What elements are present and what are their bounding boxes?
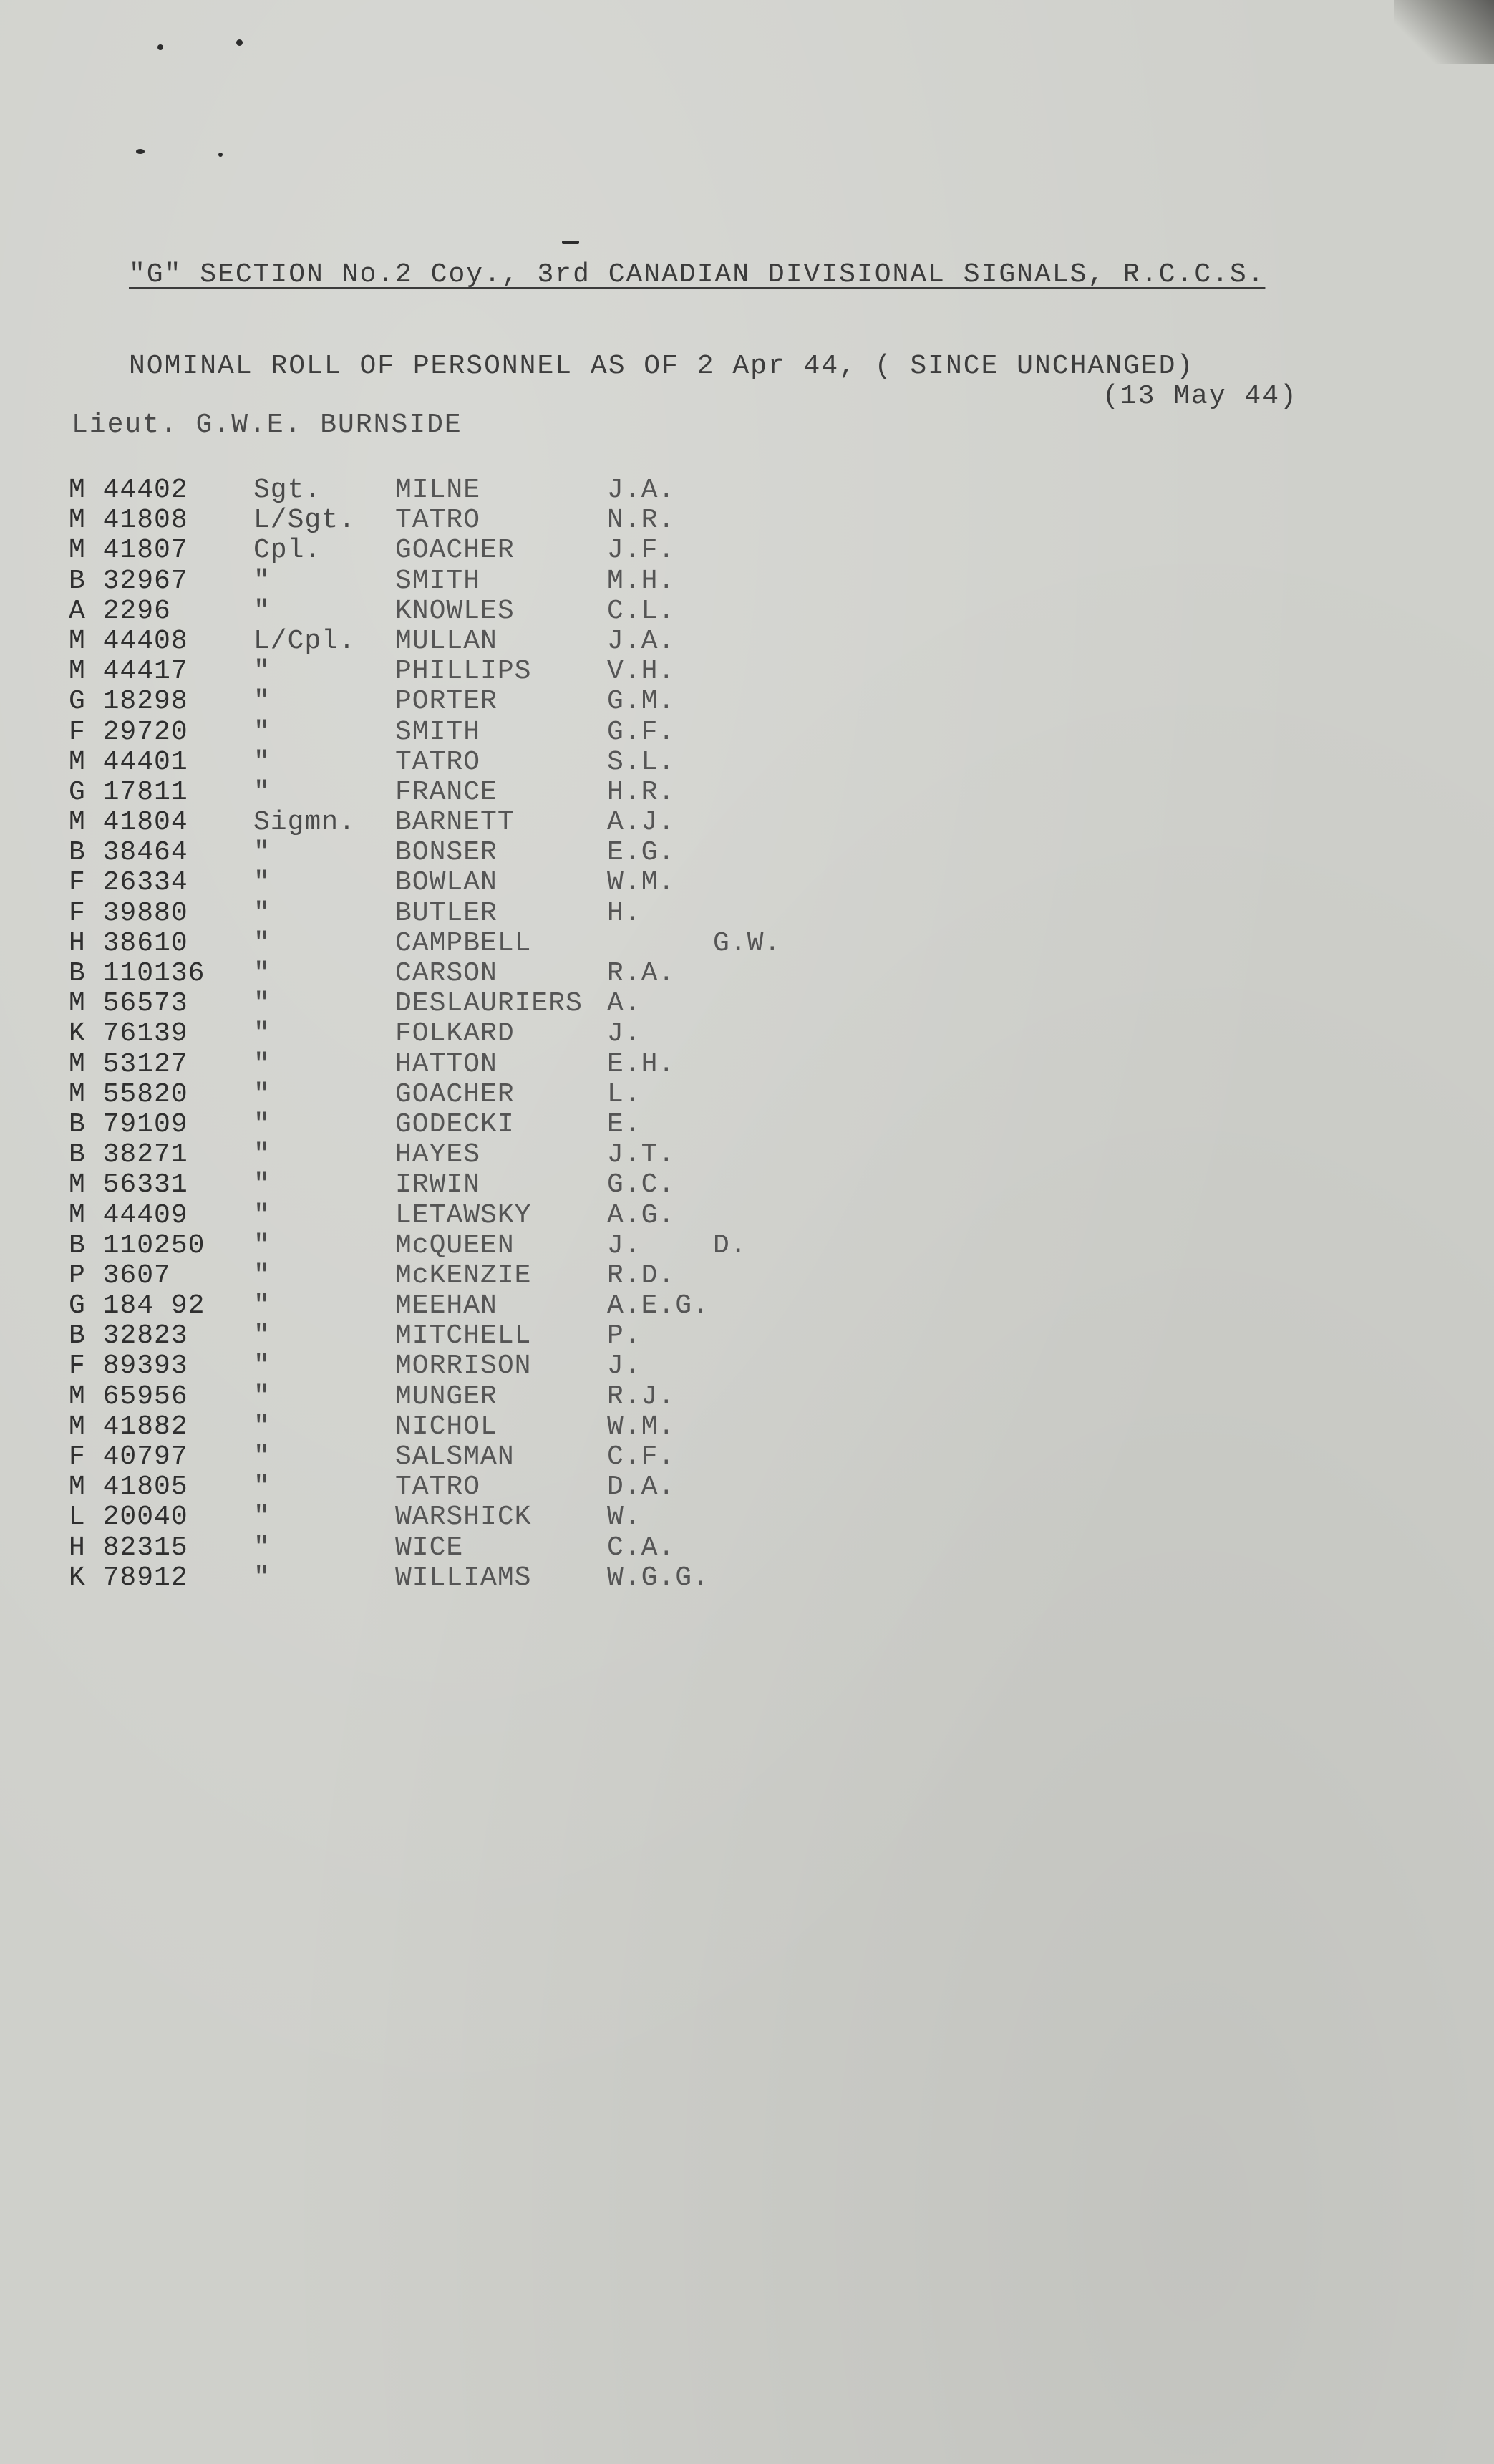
surname: GOACHER (395, 1078, 515, 1110)
service-number: M 55820 (69, 1078, 188, 1110)
personnel-roster (69, 475, 856, 1593)
rank: " (253, 686, 271, 718)
rank: " (253, 776, 271, 808)
rank: Sgt. (253, 475, 322, 506)
roster-row (69, 656, 856, 686)
roster-row (69, 1562, 856, 1593)
rank: " (253, 1018, 271, 1050)
rank: " (253, 1411, 271, 1442)
rank: " (253, 1351, 271, 1382)
surname: GODECKI (395, 1108, 515, 1140)
surname: TATRO (395, 746, 481, 778)
service-number: B 38464 (69, 837, 188, 869)
roster-row (69, 898, 856, 928)
surname: WILLIAMS (395, 1562, 532, 1593)
surname: WARSHICK (395, 1502, 532, 1533)
initials: E.G. (607, 837, 676, 869)
rank: " (253, 1199, 271, 1231)
rank: " (253, 1472, 271, 1503)
roster-row (69, 626, 856, 656)
rank: " (253, 1441, 271, 1472)
service-number: B 38271 (69, 1139, 188, 1171)
rank: " (253, 1320, 271, 1352)
service-number: H 38610 (69, 927, 188, 959)
officer-line: Lieut. G.W.E. BURNSIDE (72, 410, 462, 440)
surname: SALSMAN (395, 1441, 515, 1472)
service-number: B 79109 (69, 1108, 188, 1140)
surname: HATTON (395, 1048, 498, 1080)
rank: " (253, 1502, 271, 1533)
service-number: G 17811 (69, 776, 188, 808)
rank: Cpl. (253, 535, 322, 566)
service-number: M 44417 (69, 656, 188, 687)
initials: S.L. (607, 746, 676, 778)
nominal-roll-title: NOMINAL ROLL OF PERSONNEL AS OF 2 Apr 44, ( SINCE UNCHANGED) (129, 351, 1195, 382)
roster-row (69, 1079, 856, 1109)
surname: GOACHER (395, 535, 515, 566)
ink-speck (236, 39, 243, 46)
initials: A.E.G. (607, 1290, 709, 1322)
surname: BOWLAN (395, 867, 498, 899)
initials: W. (607, 1502, 641, 1533)
initials: M.H. (607, 565, 676, 596)
initials: E.H. (607, 1048, 676, 1080)
surname: TATRO (395, 505, 481, 536)
initials: R.D. (607, 1260, 676, 1291)
surname: FOLKARD (395, 1018, 515, 1050)
roster-row (69, 1139, 856, 1169)
surname: SMITH (395, 565, 481, 596)
rank: " (253, 1078, 271, 1110)
extra-initials: D. (713, 1229, 747, 1261)
rank: " (253, 746, 271, 778)
roster-row (69, 505, 856, 535)
initials: D.A. (607, 1472, 676, 1503)
initials: G.C. (607, 1169, 676, 1201)
surname: CAMPBELL (395, 927, 532, 959)
rank: " (253, 1381, 271, 1412)
service-number: K 76139 (69, 1018, 188, 1050)
rank: " (253, 897, 271, 929)
rank: " (253, 1139, 271, 1171)
surname: PORTER (395, 686, 498, 718)
surname: McKENZIE (395, 1260, 532, 1291)
roster-row (69, 1320, 856, 1351)
initials: R.A. (607, 958, 676, 989)
folded-corner (1394, 0, 1494, 64)
roster-row (69, 1169, 856, 1199)
roster-row (69, 1381, 856, 1411)
initials: J.T. (607, 1139, 676, 1171)
initials: J. (607, 1018, 641, 1050)
roster-row (69, 928, 856, 958)
rank: " (253, 958, 271, 989)
roster-row (69, 475, 856, 505)
surname: BONSER (395, 837, 498, 869)
rank: " (253, 595, 271, 627)
service-number: M 41808 (69, 505, 188, 536)
roster-row (69, 1532, 856, 1562)
roster-row (69, 596, 856, 626)
surname: McQUEEN (395, 1229, 515, 1261)
rank: " (253, 1169, 271, 1201)
surname: MEEHAN (395, 1290, 498, 1322)
rank: " (253, 656, 271, 687)
section-heading: "G" SECTION No.2 Coy., 3rd CANADIAN DIVISIONAL SIGNALS, R.C.C.S. (129, 259, 1266, 290)
service-number: G 18298 (69, 686, 188, 718)
initials: A. (607, 988, 641, 1020)
ink-speck (157, 44, 163, 50)
roster-row (69, 566, 856, 596)
initials: H. (607, 897, 641, 929)
roster-row (69, 837, 856, 867)
service-number: M 44402 (69, 475, 188, 506)
initials: J.F. (607, 535, 676, 566)
roster-row (69, 1109, 856, 1139)
rank: " (253, 716, 271, 748)
initials: E. (607, 1108, 641, 1140)
initials: L. (607, 1078, 641, 1110)
rank: " (253, 988, 271, 1020)
roster-row (69, 1441, 856, 1472)
surname: BUTLER (395, 897, 498, 929)
initials: J.A. (607, 625, 676, 657)
surname: CARSON (395, 958, 498, 989)
surname: FRANCE (395, 776, 498, 808)
surname: WICE (395, 1532, 464, 1563)
service-number: M 41805 (69, 1472, 188, 1503)
roster-row (69, 958, 856, 988)
service-number: M 53127 (69, 1048, 188, 1080)
service-number: M 56331 (69, 1169, 188, 1201)
ink-speck (218, 153, 223, 157)
surname: SMITH (395, 716, 481, 748)
service-number: F 39880 (69, 897, 188, 929)
rank: Sigmn. (253, 807, 356, 839)
surname: DESLAURIERS (395, 988, 583, 1020)
roster-row (69, 1411, 856, 1441)
initials: W.M. (607, 1411, 676, 1442)
surname: LETAWSKY (395, 1199, 532, 1231)
service-number: G 184 92 (69, 1290, 205, 1322)
rank: " (253, 1260, 271, 1291)
initials: G.M. (607, 686, 676, 718)
surname: MITCHELL (395, 1320, 532, 1352)
rank: L/Sgt. (253, 505, 356, 536)
rank: " (253, 837, 271, 869)
service-number: P 3607 (69, 1260, 171, 1291)
service-number: F 26334 (69, 867, 188, 899)
service-number: H 82315 (69, 1532, 188, 1563)
initials: C.A. (607, 1532, 676, 1563)
initials: W.G.G. (607, 1562, 709, 1593)
service-number: M 44401 (69, 746, 188, 778)
surname: TATRO (395, 1472, 481, 1503)
surname: HAYES (395, 1139, 481, 1171)
ink-speck (136, 149, 145, 154)
extra-initials: G.W. (713, 927, 782, 959)
surname: IRWIN (395, 1169, 481, 1201)
initials: A.G. (607, 1199, 676, 1231)
surname: NICHOL (395, 1411, 498, 1442)
initials: P. (607, 1320, 641, 1352)
roster-row (69, 777, 856, 807)
initials: J.A. (607, 475, 676, 506)
roster-row (69, 747, 856, 777)
initials: A.J. (607, 807, 676, 839)
service-number: B 32967 (69, 565, 188, 596)
roster-row (69, 867, 856, 897)
roster-row (69, 535, 856, 565)
roster-row (69, 686, 856, 716)
initials: N.R. (607, 505, 676, 536)
rank: " (253, 1532, 271, 1563)
initials: J. (607, 1229, 641, 1261)
roster-row (69, 1472, 856, 1502)
surname: MORRISON (395, 1351, 532, 1382)
roster-row (69, 1351, 856, 1381)
roster-row (69, 1049, 856, 1079)
rank: " (253, 1048, 271, 1080)
initials: C.L. (607, 595, 676, 627)
initials: H.R. (607, 776, 676, 808)
surname: MUNGER (395, 1381, 498, 1412)
roster-row (69, 988, 856, 1018)
surname: BARNETT (395, 807, 515, 839)
service-number: M 65956 (69, 1381, 188, 1412)
rank: " (253, 565, 271, 596)
service-number: M 41804 (69, 807, 188, 839)
rank: " (253, 1562, 271, 1593)
rank: " (253, 867, 271, 899)
initials: V.H. (607, 656, 676, 687)
service-number: A 2296 (69, 595, 171, 627)
service-number: M 44408 (69, 625, 188, 657)
service-number: M 41807 (69, 535, 188, 566)
ink-speck (562, 241, 579, 244)
rank: " (253, 1108, 271, 1140)
service-number: B 32823 (69, 1320, 188, 1352)
roster-row (69, 1018, 856, 1048)
service-number: L 20040 (69, 1502, 188, 1533)
service-number: F 89393 (69, 1351, 188, 1382)
initials: G.F. (607, 716, 676, 748)
roster-row (69, 717, 856, 747)
rank: " (253, 927, 271, 959)
rank: L/Cpl. (253, 625, 356, 657)
service-number: M 44409 (69, 1199, 188, 1231)
initials: J. (607, 1351, 641, 1382)
roster-row (69, 1230, 856, 1260)
service-number: M 56573 (69, 988, 188, 1020)
service-number: K 78912 (69, 1562, 188, 1593)
service-number: M 41882 (69, 1411, 188, 1442)
roster-row (69, 1502, 856, 1532)
roll-update-date: (13 May 44) (1102, 381, 1298, 412)
surname: MILNE (395, 475, 481, 506)
service-number: F 40797 (69, 1441, 188, 1472)
surname: KNOWLES (395, 595, 515, 627)
initials: C.F. (607, 1441, 676, 1472)
service-number: B 110136 (69, 958, 205, 989)
initials: R.J. (607, 1381, 676, 1412)
rank: " (253, 1290, 271, 1322)
roster-row (69, 1260, 856, 1290)
service-number: B 110250 (69, 1229, 205, 1261)
rank: " (253, 1229, 271, 1261)
service-number: F 29720 (69, 716, 188, 748)
surname: PHILLIPS (395, 656, 532, 687)
roster-row (69, 807, 856, 837)
initials: W.M. (607, 867, 676, 899)
roster-row (69, 1200, 856, 1230)
roster-row (69, 1290, 856, 1320)
surname: MULLAN (395, 625, 498, 657)
